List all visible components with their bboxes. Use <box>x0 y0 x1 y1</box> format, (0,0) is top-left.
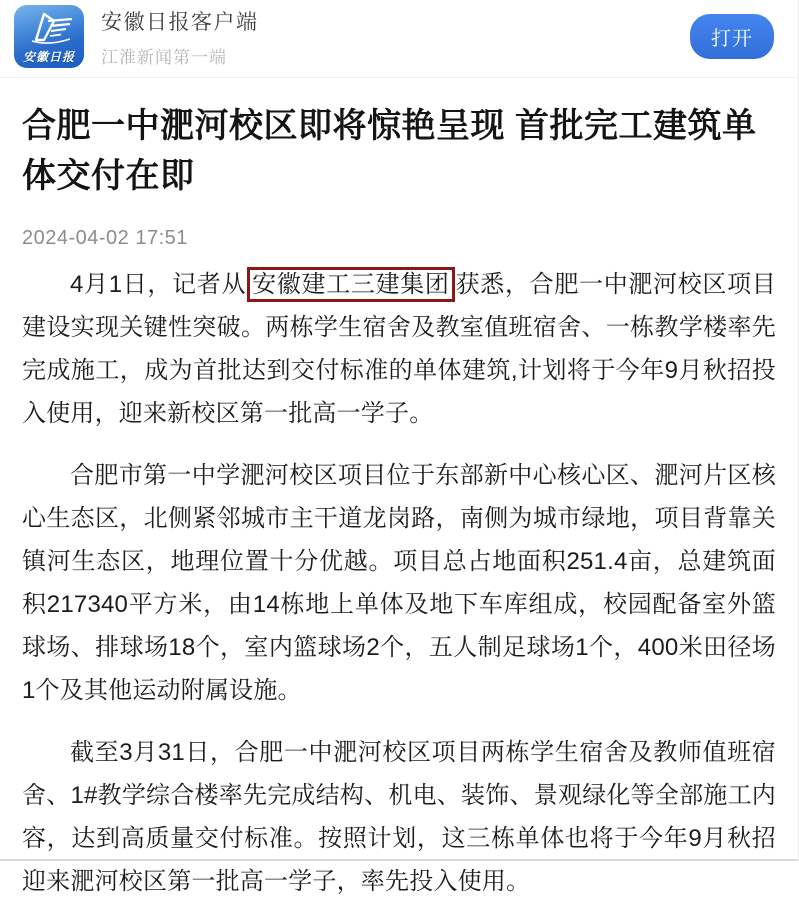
paragraph-1-after: 获悉，合肥一中淝河校区项目建设实现关键性突破。两栋学生宿舍及教室值班宿舍、一栋教学楼率先完成施工，成为首批达到交付标准的单体建筑,计划将于今年9月秋招投入使用，迎来新校区第一批高一学子。 <box>22 271 776 427</box>
app-icon-caption: 安徽日报 <box>22 50 75 64</box>
article-publish-time: 2024-04-02 17:51 <box>22 227 188 249</box>
app-banner <box>0 0 798 77</box>
paragraph-2: 合肥市第一中学淝河校区项目位于东部新中心核心区、淝河片区核心生态区，北侧紧邻城市主干道龙岗路，南侧为城市绿地，项目背靠关镇河生态区，地理位置十分优越。项目总占地面积251.4亩，总建筑面积217340平方米，由14栋地上单体及地下车库组成，校园配备室外篮球场、排球场18个，室内篮球场2个，五人制足球场1个，400米田径场1个及其他运动附属设施。 <box>22 462 776 704</box>
article-body <box>22 263 776 903</box>
sail-logo-icon <box>14 7 84 49</box>
company-name-highlight-box: 安徽建工三建集团 <box>247 267 454 302</box>
article-title: 合肥一中淝河校区即将惊艳呈现 首批完工建筑单体交付在即 <box>22 107 757 195</box>
open-app-button[interactable]: 打开 <box>690 14 774 59</box>
app-name: 安徽日报客户端 <box>101 10 259 34</box>
app-meta <box>101 6 259 68</box>
paragraph-1-before: 4月1日，记者从 <box>70 271 247 298</box>
header-divider <box>0 77 798 78</box>
paragraph-1 <box>22 263 776 435</box>
paragraph-3: 截至3月31日，合肥一中淝河校区项目两栋学生宿舍及教师值班宿舍、1#教学综合楼率先完成结构、机电、装饰、景观绿化等全部施工内容，达到高质量交付标准。按照计划，这三栋单体也将于今年9月秋招迎来淝河校区第一批高一学子，率先投入使用。 <box>22 739 776 895</box>
article <box>0 101 798 903</box>
app-logo-icon <box>14 5 84 68</box>
app-tagline: 江淮新闻第一端 <box>101 47 227 67</box>
